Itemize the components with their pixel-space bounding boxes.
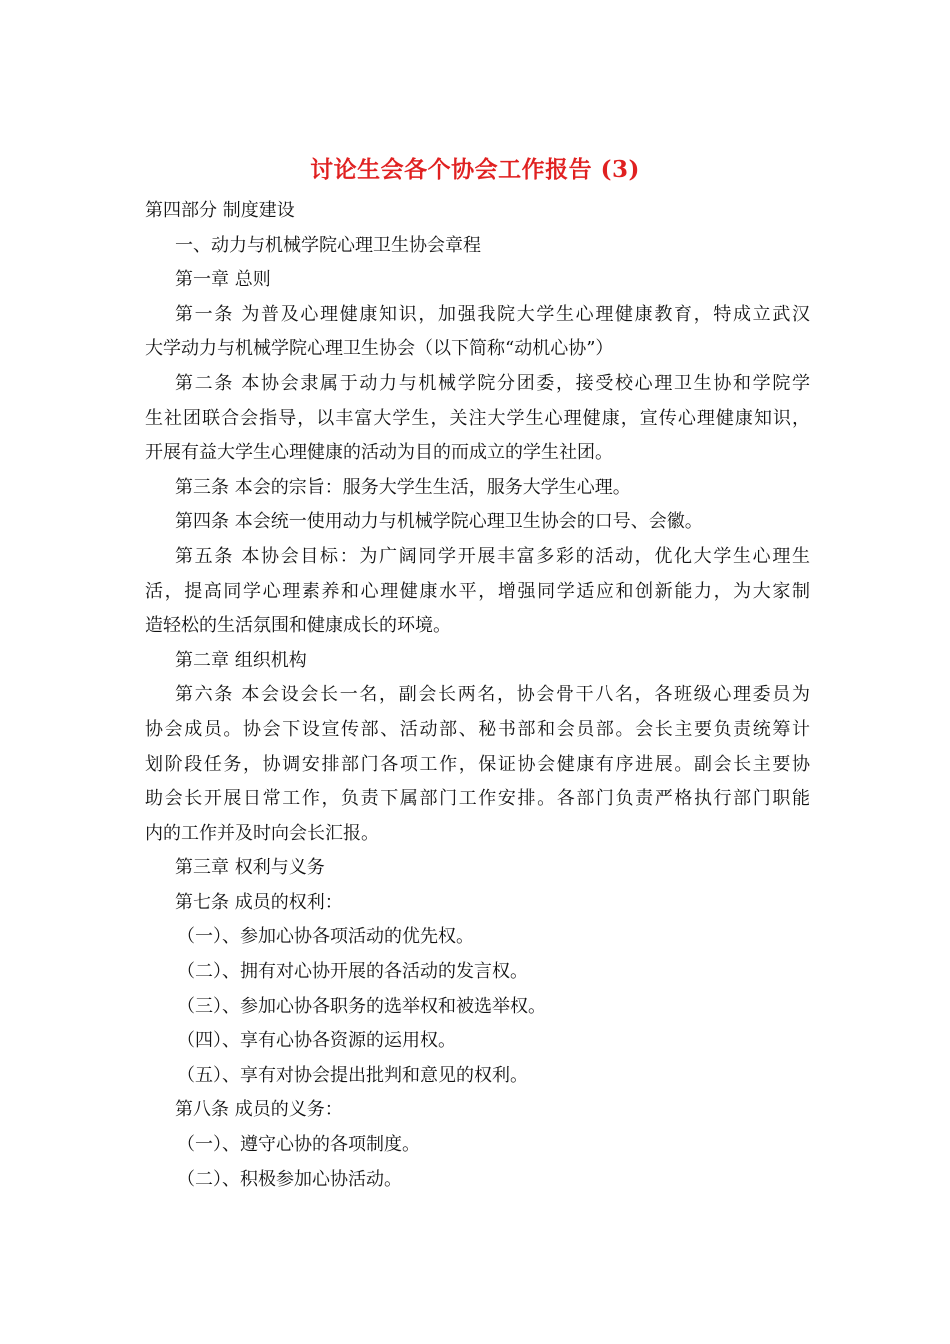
paragraph-line: 大学动力与机械学院心理卫生协会（以下简称“动机心协”） (145, 338, 614, 360)
list-item: （五）、享有对协会提出批判和意见的权利。 (177, 1064, 528, 1086)
list-item: （二）、积极参加心协活动。 (177, 1168, 402, 1190)
section-heading: 第四部分 制度建设 (145, 200, 295, 221)
chapter-heading: 第一章 总则 (175, 269, 271, 291)
paragraph-line: 生社团联合会指导，以丰富大学生，关注大学生心理健康，宣传心理健康知识， (145, 407, 810, 429)
paragraph-line: 内的工作并及时向会长汇报。 (145, 822, 379, 844)
list-item: （三）、参加心协各职务的选举权和被选举权。 (177, 995, 546, 1017)
paragraph-line: 第一条 为普及心理健康知识，加强我院大学生心理健康教育，特成立武汉 (175, 303, 810, 325)
paragraph-line: 造轻松的生活氛围和健康成长的环境。 (145, 615, 451, 637)
paragraph-line: 开展有益大学生心理健康的活动为目的而成立的学生社团。 (145, 442, 613, 464)
list-item: （一）、遵守心协的各项制度。 (177, 1134, 420, 1156)
paragraph-line: 第五条 本协会目标：为广阔同学开展丰富多彩的活动，优化大学生心理生 (175, 545, 810, 567)
list-item: （二）、拥有对心协开展的各活动的发言权。 (177, 961, 528, 983)
chapter-heading: 第三章 权利与义务 (175, 857, 325, 879)
document-title: 讨论生会各个协会工作报告 (3) (310, 156, 640, 183)
article-heading: 第七条 成员的权利： (175, 891, 343, 913)
document-body (145, 194, 810, 1197)
paragraph-line: 助会长开展日常工作，负责下属部门工作安排。各部门负责严格执行部门职能 (145, 788, 810, 810)
article-heading: 第八条 成员的义务： (175, 1099, 343, 1121)
paragraph-line: 划阶段任务，协调安排部门各项工作，保证协会健康有序进展。副会长主要协 (145, 753, 810, 775)
list-item: （一）、参加心协各项活动的优先权。 (177, 926, 474, 948)
paragraph-line: 第三条 本会的宗旨：服务大学生生活，服务大学生心理。 (175, 476, 631, 498)
paragraph-line: 协会成员。协会下设宣传部、活动部、秘书部和会员部。会长主要负责统筹计 (145, 718, 810, 740)
paragraph-line: 第二条 本协会隶属于动力与机械学院分团委，接受校心理卫生协和学院学 (175, 372, 810, 394)
list-item: （四）、享有心协各资源的运用权。 (177, 1030, 456, 1052)
paragraph-line: 活，提高同学心理素养和心理健康水平，增强同学适应和创新能力，为大家制 (145, 580, 810, 602)
chapter-heading: 第二章 组织机构 (175, 649, 307, 671)
subsection-heading: 一、动力与机械学院心理卫生协会章程 (175, 234, 481, 256)
paragraph-line: 第四条 本会统一使用动力与机械学院心理卫生协会的口号、会徽。 (175, 511, 703, 533)
paragraph-line: 第六条 本会设会长一名，副会长两名，协会骨干八名，各班级心理委员为 (175, 684, 810, 706)
